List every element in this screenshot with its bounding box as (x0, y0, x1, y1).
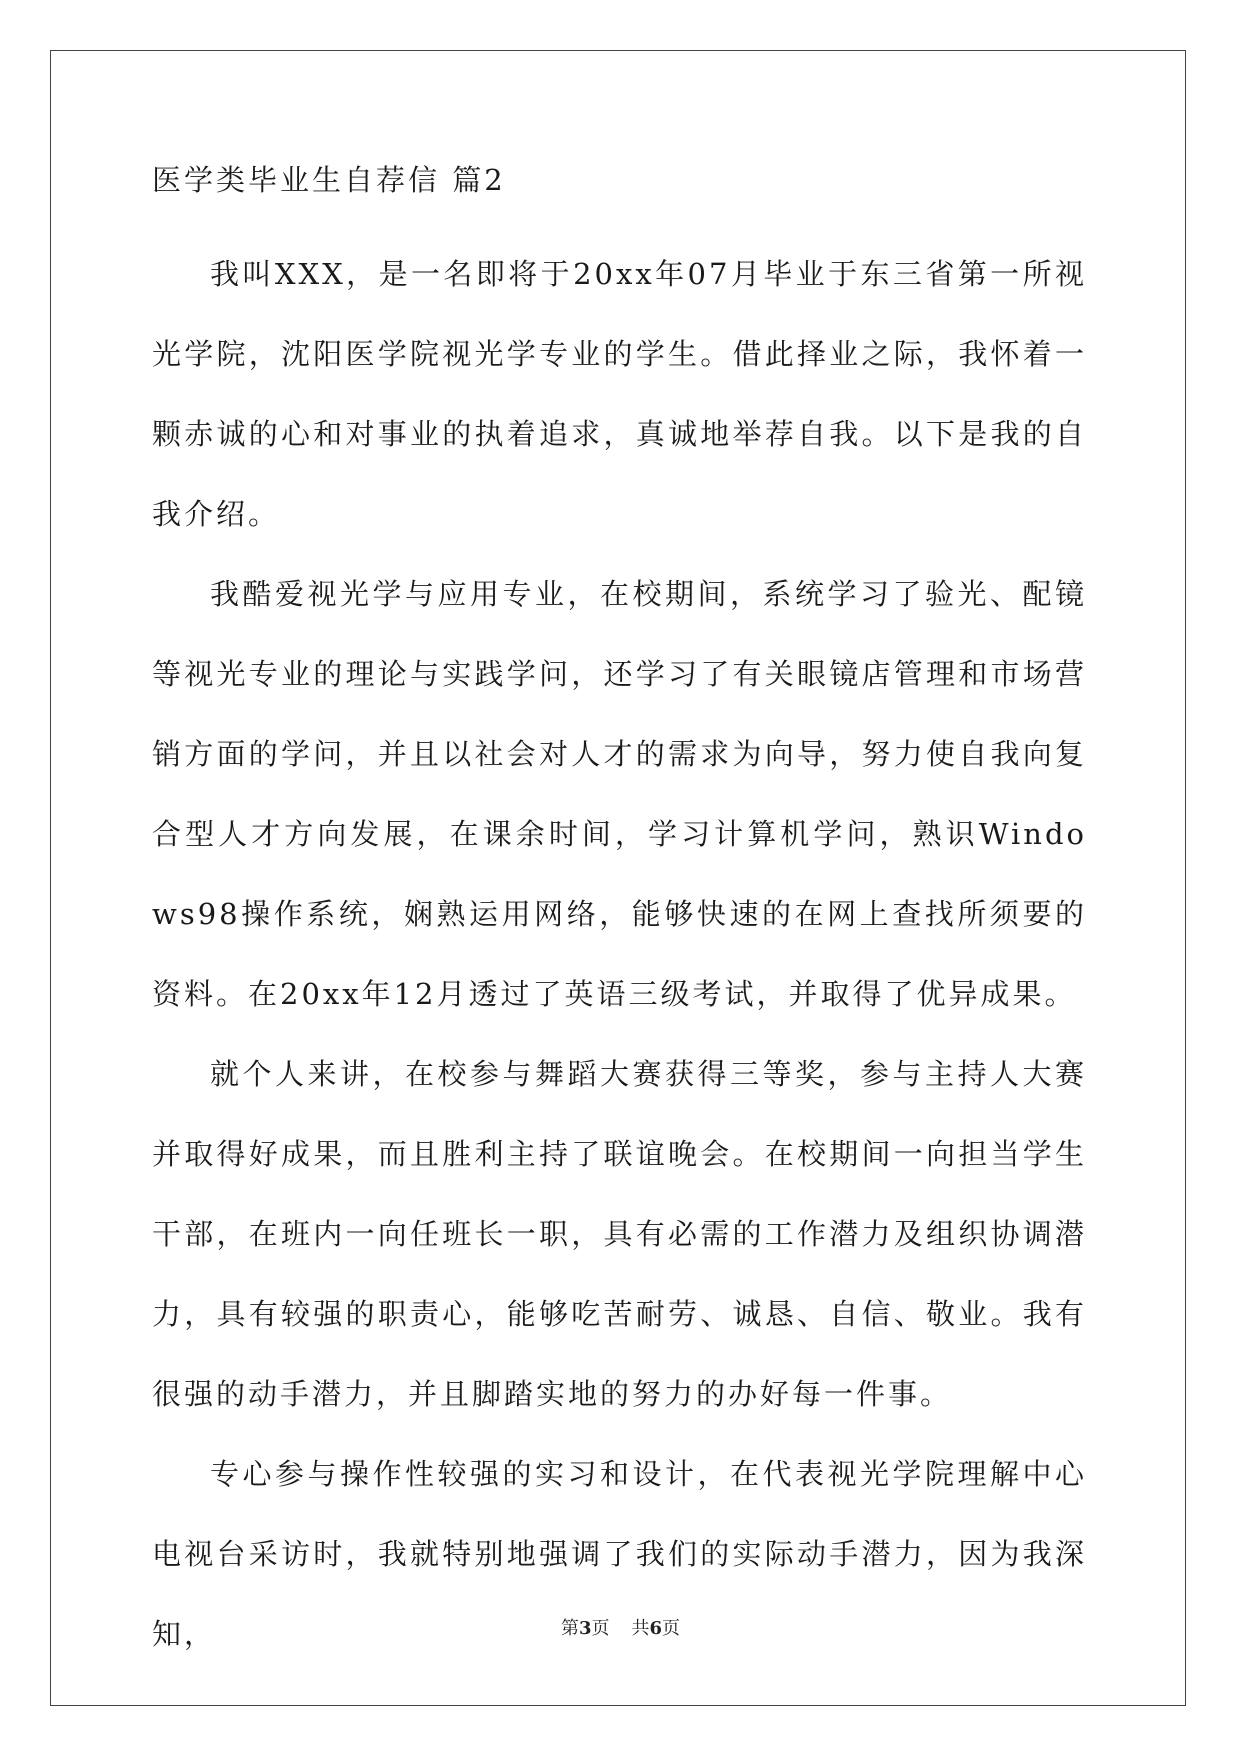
footer-page-suffix: 页 (591, 1618, 610, 1639)
paragraph-intro: 我叫XXX，是一名即将于20xx年07月毕业于东三省第一所视光学院，沈阳医学院视光学专业的学生。借此择业之际，我怀着一颗赤诚的心和对事业的执着追求，真诚地举荐自我。以下是我的自我介绍。 (152, 257, 1087, 531)
page-number-footer (0, 1617, 1241, 1641)
paragraph-activities: 就个人来讲，在校参与舞蹈大赛获得三等奖，参与主持人大赛并取得好成果，而且胜利主持了联谊晚会。在校期间一向担当学生干部，在班内一向任班长一职，具有必需的工作潜力及组织协调潜力，具有较强的职责心，能够吃苦耐劳、诚恳、自信、敬业。我有很强的动手潜力，并且脚踏实地的努力的办好每一件事。 (152, 1057, 1087, 1411)
footer-total-suffix: 页 (662, 1618, 681, 1639)
document-heading: 医学类毕业生自荐信 篇2 (152, 163, 506, 197)
footer-prefix: 第 (560, 1618, 579, 1639)
document-body (152, 160, 1087, 1674)
paragraph-studies: 我酷爱视光学与应用专业，在校期间，系统学习了验光、配镜等视光专业的理论与实践学问，还学习了有关眼镜店管理和市场营销方面的学问，并且以社会对人才的需求为向导，努力使自我向复合型人才方向发展，在课余时间，学习计算机学问，熟识Windows98操作系统，娴熟运用网络，能够快速的在网上查找所须要的资料。在20xx年12月透过了英语三级考试，并取得了优异成果。 (152, 577, 1087, 1011)
total-page-count: 6 (649, 1618, 663, 1639)
footer-total-prefix: 共 (631, 1618, 650, 1639)
paragraph-practice: 专心参与操作性较强的实习和设计，在代表视光学院理解中心电视台采访时，我就特别地强调了我们的实际动手潜力，因为我深知， (152, 1457, 1087, 1651)
current-page-number: 3 (578, 1618, 592, 1639)
